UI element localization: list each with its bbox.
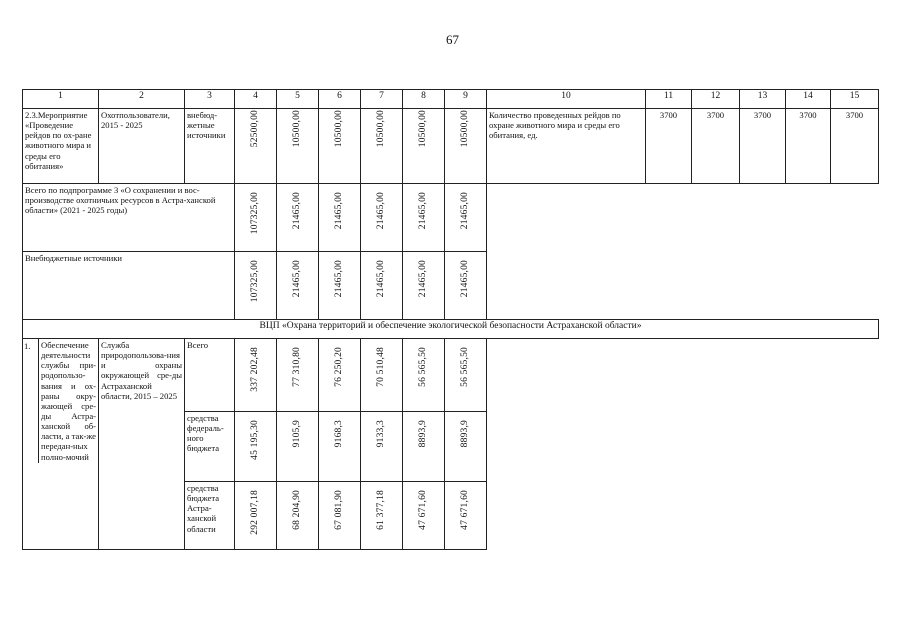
value-cell: 10500,00 bbox=[375, 110, 386, 148]
indicator-value: 3700 bbox=[786, 109, 831, 184]
value-cell: 337 202,48 bbox=[249, 347, 260, 392]
extra-budget-label: Внебюджетные источники bbox=[23, 252, 235, 320]
value-cell: 10500,00 bbox=[459, 110, 470, 148]
value-cell: 68 204,90 bbox=[291, 490, 302, 530]
header-cell: 5 bbox=[277, 90, 319, 109]
table-row bbox=[23, 339, 879, 412]
value-cell: 47 671,60 bbox=[417, 490, 428, 530]
value-cell: 21465,00 bbox=[291, 192, 302, 230]
value-cell: 10500,00 bbox=[291, 110, 302, 148]
value-cell: 45 195,30 bbox=[249, 420, 260, 460]
table-row bbox=[23, 184, 879, 252]
header-cell: 7 bbox=[361, 90, 403, 109]
header-cell: 3 bbox=[185, 90, 235, 109]
value-cell: 8893,9 bbox=[417, 420, 428, 448]
value-cell: 10500,00 bbox=[417, 110, 428, 148]
header-cell: 2 bbox=[99, 90, 185, 109]
value-cell: 21465,00 bbox=[333, 192, 344, 230]
value-cell: 9168,3 bbox=[333, 420, 344, 448]
value-cell: 21465,00 bbox=[333, 260, 344, 298]
indicator-value: 3700 bbox=[831, 109, 879, 184]
row-number: 1. bbox=[23, 339, 39, 463]
header-cell: 6 bbox=[319, 90, 361, 109]
indicator-value: 3700 bbox=[646, 109, 692, 184]
header-cell: 12 bbox=[692, 90, 740, 109]
value-cell: 21465,00 bbox=[375, 260, 386, 298]
empty-area bbox=[487, 339, 879, 550]
value-cell: 67 081,90 bbox=[333, 490, 344, 530]
measure-executor: Служба природопользова-ния и охраны окружающей сре-ды Астраханской области, 2015 – 2025 bbox=[99, 339, 185, 550]
header-cell: 11 bbox=[646, 90, 692, 109]
page-number: 67 bbox=[446, 32, 459, 47]
indicator-value: 3700 bbox=[740, 109, 786, 184]
value-cell: 8893,9 bbox=[459, 420, 470, 448]
empty-area bbox=[487, 184, 879, 320]
header-cell: 1 bbox=[23, 90, 99, 109]
value-cell: 107325,00 bbox=[249, 260, 260, 303]
value-cell: 21465,00 bbox=[459, 192, 470, 230]
event-source: внебюд-жетные источники bbox=[185, 109, 235, 184]
header-cell: 9 bbox=[445, 90, 487, 109]
value-cell: 21465,00 bbox=[417, 260, 428, 298]
source-label: средства бюджета Астра-ханской области bbox=[185, 482, 235, 550]
value-cell: 61 377,18 bbox=[375, 490, 386, 530]
budget-table bbox=[22, 89, 879, 550]
value-cell: 21465,00 bbox=[291, 260, 302, 298]
indicator-value: 3700 bbox=[692, 109, 740, 184]
header-row bbox=[23, 90, 879, 109]
event-executor: Охотпользователи, 2015 - 2025 bbox=[99, 109, 185, 184]
section-title-row bbox=[23, 320, 879, 339]
value-cell: 107325,00 bbox=[249, 192, 260, 235]
value-cell: 47 671,60 bbox=[459, 490, 470, 530]
value-cell: 10500,00 bbox=[333, 110, 344, 148]
vcp-title: ВЦП «Охрана территорий и обеспечение экологической безопасности Астраханской области» bbox=[23, 320, 879, 339]
indicator-text: Количество проведенных рейдов по охране животного мира и среды его обитания, ед. bbox=[487, 109, 646, 184]
value-cell: 21465,00 bbox=[417, 192, 428, 230]
value-cell: 292 007,18 bbox=[249, 490, 260, 535]
header-cell: 13 bbox=[740, 90, 786, 109]
header-cell: 15 bbox=[831, 90, 879, 109]
table-row bbox=[23, 109, 879, 184]
value-cell: 77 310,80 bbox=[291, 347, 302, 387]
source-label: средства федераль-ного бюджета bbox=[185, 412, 235, 482]
value-cell: 70 510,48 bbox=[375, 347, 386, 387]
header-cell: 8 bbox=[403, 90, 445, 109]
header-cell: 4 bbox=[235, 90, 277, 109]
value-cell: 9105,9 bbox=[291, 420, 302, 448]
header-cell: 10 bbox=[487, 90, 646, 109]
value-cell: 9133,3 bbox=[375, 420, 386, 448]
event-name: 2.3.Мероприятие «Проведение рейдов по ох-ране животного мира и среды его обитания» bbox=[23, 109, 99, 184]
value-cell: 56 565,50 bbox=[417, 347, 428, 387]
source-label: Всего bbox=[185, 339, 235, 412]
value-cell: 21465,00 bbox=[375, 192, 386, 230]
value-cell: 76 250,20 bbox=[333, 347, 344, 387]
value-cell: 56 565,50 bbox=[459, 347, 470, 387]
value-cell: 52500,00 bbox=[249, 110, 260, 148]
header-cell: 14 bbox=[786, 90, 831, 109]
measure-name: Обеспечение деятельности службы при-родопользо-вания и ох-раны окру-жающей сре-ды Астра-ханской об-ласти, а так-же передан-ных полно-мочий bbox=[41, 340, 96, 462]
subprogram-total-label: Всего по подпрограмме 3 «О сохранении и вос-производстве охотничьих ресурсов в Астра-ханской области» (2021 - 2025 годы) bbox=[23, 184, 235, 252]
value-cell: 21465,00 bbox=[459, 260, 470, 298]
